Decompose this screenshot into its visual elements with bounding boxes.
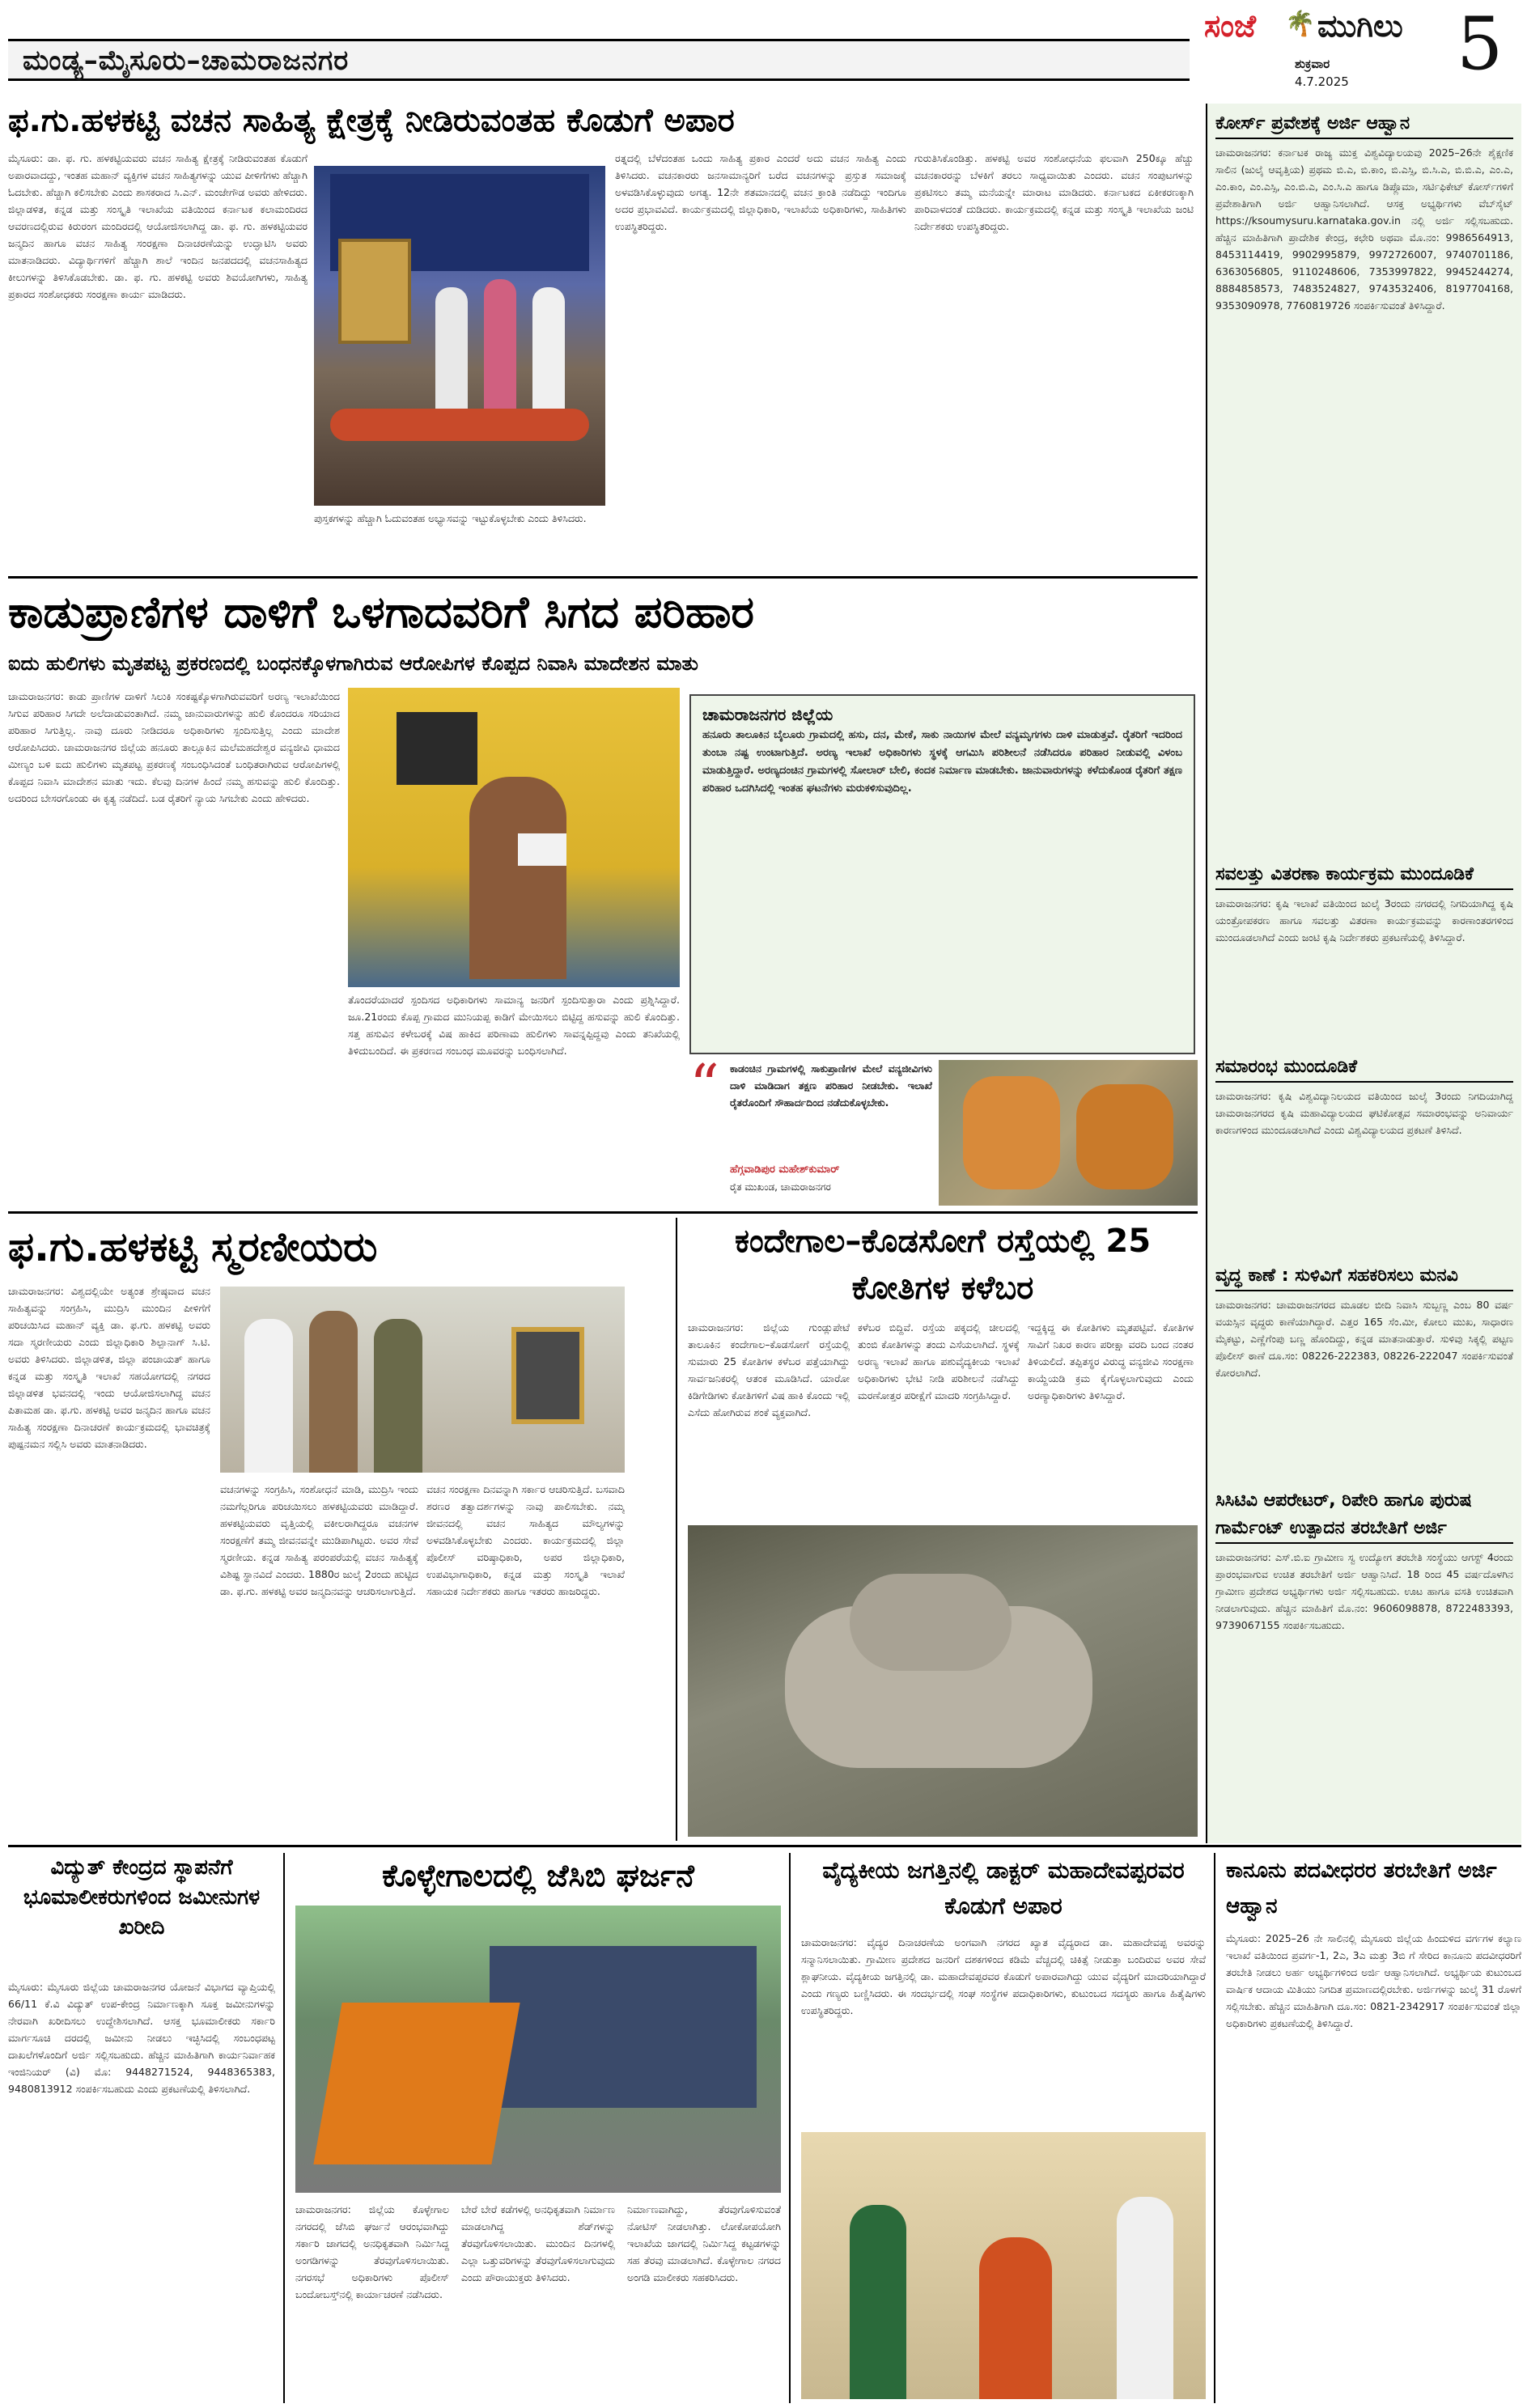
story6-col2: ಬೇರೆ ಬೇರೆ ಕಡೆಗಳಲ್ಲಿ ಅನಧಿಕೃತವಾಗಿ ನಿರ್ಮಾಣ ಮಾಡಲಾಗಿದ್ದ ಶೆಡ್‌ಗಳನ್ನು ತೆರವುಗೊಳಿಸಲಾಯಿತು. ಮುಂದಿನ ದಿನಗಳಲ್ಲಿ ಎಲ್ಲಾ ಒತ್ತುವರಿಗಳನ್ನು ತೆರವುಗೊಳಿಸಲಾಗುವುದು ಎಂದು ಪೌರಾಯುಕ್ತರು ತಿಳಿಸಿದರು. xyxy=(461,2203,615,2283)
vertical-rule xyxy=(676,1218,677,1841)
story4-photo xyxy=(688,1525,1198,1837)
story2-quote-role: ರೈತ ಮುಖಂಡ, ಚಾಮರಾಜನಗರ xyxy=(730,1181,831,1193)
section-banner xyxy=(8,39,1190,81)
jcb-arm xyxy=(313,2003,520,2164)
injured-man-figure xyxy=(469,777,566,979)
story1-photo xyxy=(314,166,605,506)
sidebar-heading-1: ಕೋರ್ಸ್ ಪ್ರವೇಶಕ್ಕೆ ಅರ್ಜಿ ಆಹ್ವಾನ xyxy=(1215,110,1513,139)
issue-date: 4.7.2025 xyxy=(1295,74,1349,89)
monkey-carcass xyxy=(850,1574,1012,1671)
flower-garland xyxy=(330,409,589,441)
portrait-frame xyxy=(511,1327,584,1424)
logo-right-text: ಮುಗಿಲು xyxy=(1317,8,1403,44)
story2-col2: ತೊಂದರೆಯಾದರೆ ಸ್ಪಂದಿಸದ ಅಧಿಕಾರಿಗಳು ಸಾಮಾನ್ಯ ಜನರಿಗೆ ಸ್ಪಂದಿಸುತ್ತಾರಾ ಎಂದು ಪ್ರಶ್ನಿಸಿದ್ದಾರೆ. ಜೂ.21ರಂದು ಕೊಪ್ಪ ಗ್ರಾಮದ ಮುನಿಯಪ್ಪ ಕಾಡಿಗೆ ಮೇಯಿಸಲು ಬಿಟ್ಟಿದ್ದ ಹಸುವನ್ನು ಹುಲಿ ಕೊಂದಿತ್ತು. ಸತ್ತ ಹಸುವಿನ ಕಳೇಬರಕ್ಕೆ ವಿಷ ಹಾಕಿದ ಪರಿಣಾಮ ಹುಲಿಗಳು ಸಾವನ್ನಪ್ಪಿದ್ದವು ಎಂದು ತನಿಖೆಯಲ್ಲಿ ತಿಳಿದುಬಂದಿದೆ. ಈ ಪ್ರಕರಣದ ಸಂಬಂಧ ಮೂವರನ್ನು ಬಂಧಿಸಲಾಗಿದೆ. xyxy=(348,994,680,1057)
story3-col3: ವಚನ ಸಂರಕ್ಷಣಾ ದಿನವನ್ನಾಗಿ ಸರ್ಕಾರ ಆಚರಿಸುತ್ತಿದೆ. ಬಸವಾದಿ ಶರಣರ ತತ್ವಾದರ್ಶಗಳನ್ನು ನಾವು ಪಾಲಿಸಬೇಕು. ನಮ್ಮ ಜೀವನದಲ್ಲಿ ವಚನ ಸಾಹಿತ್ಯದ ಮೌಲ್ಯಗಳನ್ನು ಅಳವಡಿಸಿಕೊಳ್ಳಬೇಕು ಎಂದರು. ಕಾರ್ಯಕ್ರಮದಲ್ಲಿ ಜಿಲ್ಲಾ ಪೊಲೀಸ್ ವರಿಷ್ಠಾಧಿಕಾರಿ, ಅಪರ ಜಿಲ್ಲಾಧಿಕಾರಿ, ಉಪವಿಭಾಗಾಧಿಕಾರಿ, ಕನ್ನಡ ಮತ್ತು ಸಂಸ್ಕೃತಿ ಇಲಾಖೆ ಸಹಾಯಕ ನಿರ್ದೇಶಕರು ಹಾಗೂ ಇತರರು ಹಾಜರಿದ್ದರು. xyxy=(426,1483,625,1597)
masthead xyxy=(0,0,1527,101)
page-number: 5 xyxy=(1457,2,1504,87)
story6-col3: ನಿರ್ಮಾಣವಾಗಿದ್ದು, ತೆರವುಗೊಳಿಸುವಂತೆ ನೋಟಿಸ್ ನೀಡಲಾಗಿತ್ತು. ಲೋಕೋಪಯೋಗಿ ಇಲಾಖೆಯ ಜಾಗದಲ್ಲಿ ನಿರ್ಮಿಸಿದ್ದ ಕಟ್ಟಡಗಳನ್ನು ಸಹ ತೆರವು ಮಾಡಲಾಗಿದೆ. ಕೊಳ್ಳೇಗಾಲ ನಗರದ ಅಂಗಡಿ ಮಾಲೀಕರು ಸಹಕರಿಸಿದರು. xyxy=(627,2203,781,2283)
sidebar-heading-5: ಸಿಸಿಟಿವಿ ಆಪರೇಟರ್, ರಿಪೇರಿ ಹಾಗೂ ಪುರುಷ ಗಾರ್ಮೆಂಟ್ ಉತ್ಪಾದನ ತರಬೇತಿಗೆ ಅರ್ಜಿ xyxy=(1215,1487,1513,1544)
story6-photo xyxy=(295,1906,781,2193)
story4-headline: ಕಂದೇಗಾಲ–ಕೊಡಸೋಗೆ ರಸ್ತೆಯಲ್ಲಿ 25 ಕೋತಿಗಳ ಕಳೆಬರ xyxy=(734,1223,1152,1307)
story2-box-text: ಹನೂರು ತಾಲೂಕಿನ ಬೈಲೂರು ಗ್ರಾಮದಲ್ಲಿ ಹಸು, ದನ, ಮೇಕೆ, ಸಾಕು ನಾಯಿಗಳ ಮೇಲೆ ವನ್ಯಮೃಗಗಳು ದಾಳಿ ಮಾಡುತ್ತವೆ. ರೈತರಿಗೆ ಇದರಿಂದ ತುಂಬಾ ನಷ್ಟ ಉಂಟಾಗುತ್ತಿದೆ. ಅರಣ್ಯ ಇಲಾಖೆ ಅಧಿಕಾರಿಗಳು ಸ್ಥಳಕ್ಕೆ ಆಗಮಿಸಿ ಪರಿಶೀಲನೆ ನಡೆಸಿದರೂ ಪರಿಹಾರ ನೀಡುವಲ್ಲಿ ವಿಳಂಬ ಮಾಡುತ್ತಿದ್ದಾರೆ. ಅರಣ್ಯದಂಚಿನ ಗ್ರಾಮಗಳಲ್ಲಿ ಸೋಲಾರ್ ಬೇಲಿ, ಕಂದಕ ನಿರ್ಮಾಣ ಮಾಡಬೇಕು. ಜಾನುವಾರುಗಳನ್ನು ಕಳೆದುಕೊಂಡ ರೈತರಿಗೆ ತಕ್ಷಣ ಪರಿಹಾರ ಒದಗಿಸಿದಲ್ಲಿ ಇಂತಹ ಘಟನೆಗಳು ಮರುಕಳಿಸುವುದಿಲ್ಲ. xyxy=(702,729,1182,795)
palm-tree-icon: 🌴 xyxy=(1285,10,1316,38)
divider xyxy=(8,1845,1521,1847)
sidebar-text-5: ಚಾಮರಾಜನಗರ: ಎಸ್.ಬಿ.ಐ ಗ್ರಾಮೀಣ ಸ್ವ ಉದ್ಯೋಗ ತರಬೇತಿ ಸಂಸ್ಥೆಯು ಆಗಸ್ಟ್ 4ರಂದು ಪ್ರಾರಂಭವಾಗುವ ಉಚಿತ ತರಬೇತಿಗೆ ಅರ್ಜಿ ಆಹ್ವಾನಿಸಿದೆ. 18 ರಿಂದ 45 ವರ್ಷದೊಳಗಿನ ಗ್ರಾಮೀಣ ಪ್ರದೇಶದ ಅಭ್ಯರ್ಥಿಗಳು ಅರ್ಜಿ ಸಲ್ಲಿಸಬಹುದು. ಊಟ ಹಾಗೂ ವಸತಿ ಉಚಿತವಾಗಿ ನೀಡಲಾಗುವುದು. ಹೆಚ್ಚಿನ ಮಾಹಿತಿಗೆ ಮೊ.ನಂ: 9606098878, 8722483393, 9739067155 ಸಂಪರ್ಕಿಸಬಹುದು. xyxy=(1215,1551,1513,1631)
vertical-rule xyxy=(789,1853,791,2403)
guest-figure xyxy=(1117,2197,1173,2399)
story2-headline: ಕಾಡುಪ್ರಾಣಿಗಳ ದಾಳಿಗೆ ಒಳಗಾದವರಿಗೆ ಸಿಗದ ಪರಿಹಾರ xyxy=(8,587,754,638)
sidebar-text-2: ಚಾಮರಾಜನಗರ: ಕೃಷಿ ಇಲಾಖೆ ವತಿಯಿಂದ ಜುಲೈ 3ರಂದು ನಗರದಲ್ಲಿ ನಿಗದಿಯಾಗಿದ್ದ ಕೃಷಿ ಯಂತ್ರೋಪಕರಣ ಹಾಗೂ ಸವಲತ್ತು ವಿತರಣಾ ಕಾರ್ಯಕ್ರಮವನ್ನು ಕಾರಣಾಂತರಗಳಿಂದ ಮುಂದೂಡಲಾಗಿದೆ ಎಂದು ಜಂಟಿ ಕೃಷಿ ನಿರ್ದೇಶಕರು ಪ್ರಕಟಣೆಯಲ್ಲಿ ತಿಳಿಸಿದ್ದಾರೆ. xyxy=(1215,897,1513,943)
story7-photo xyxy=(801,2132,1206,2399)
story1-col3: ರತ್ನದಲ್ಲಿ ಬೆಳೆದಂತಹ ಒಂದು ಸಾಹಿತ್ಯ ಪ್ರಕಾರ ಎಂದರೆ ಅದು ವಚನ ಸಾಹಿತ್ಯ ಎಂದು ತಿಳಿಸಿದರು. ವಚನಕಾರರು ಜನಸಾಮಾನ್ಯರಿಗೆ ಬರೆದ ವಚನಗಳನ್ನು ಪ್ರಸ್ತುತ ಸಮಾಜಕ್ಕೆ ಅಳವಡಿಸಿಕೊಳ್ಳುವುದು ಅಗತ್ಯ. 12ನೇ ಶತಮಾನದಲ್ಲಿ ವಚನ ಕ್ರಾಂತಿ ನಡೆದಿದ್ದು ಇಂದಿಗೂ ಅದರ ಪ್ರಭಾವವಿದೆ. ಕಾರ್ಯಕ್ರಮದಲ್ಲಿ ಜಿಲ್ಲಾಧಿಕಾರಿ, ಇಲಾಖೆಯ ಅಧಿಕಾರಿಗಳು, ಸಾಹಿತಿಗಳು ಉಪಸ್ಥಿತರಿದ್ದರು. xyxy=(615,152,906,232)
story2-quote-text: ಕಾಡಂಚಿನ ಗ್ರಾಮಗಳಲ್ಲಿ ಸಾಕುಪ್ರಾಣಿಗಳ ಮೇಲೆ ವನ್ಯಜೀವಿಗಳು ದಾಳಿ ಮಾಡಿದಾಗ ತಕ್ಷಣ ಪರಿಹಾರ ನೀಡಬೇಕು. ಇಲಾಖೆ ರೈತರೊಂದಿಗೆ ಸೌಹಾರ್ದದಿಂದ ನಡೆದುಕೊಳ್ಳಬೇಕು. xyxy=(730,1062,932,1109)
story2-tiger-photo xyxy=(939,1060,1198,1206)
officer-figure xyxy=(309,1311,358,1473)
officer-figure xyxy=(374,1319,422,1473)
story1-col4: ಗುರುತಿಸಿಕೊಂಡಿತ್ತು. ಹಳಕಟ್ಟಿ ಅವರ ಸಂಶೋಧನೆಯ ಫಲವಾಗಿ 250ಕ್ಕೂ ಹೆಚ್ಚು ವಚನಕಾರರನ್ನು ಬೆಳಕಿಗೆ ತರಲು ಸಾಧ್ಯವಾಯಿತು ಎಂದರು. ವಚನ ಸಂಪುಟಗಳನ್ನು ಪ್ರಕಟಿಸಲು ತಮ್ಮ ಮನೆಯನ್ನೇ ಮಾರಾಟ ಮಾಡಿದರು. ಕರ್ನಾಟಕದ ಏಕೀಕರಣಕ್ಕಾಗಿ ಪಾರಿವಾಳದಂತೆ ದುಡಿದರು. ಕಾರ್ಯಕ್ರಮದಲ್ಲಿ ಕನ್ನಡ ಮತ್ತು ಸಂಸ್ಕೃತಿ ಇಲಾಖೆಯ ಜಂಟಿ ನಿರ್ದೇಶಕರು ಉಪಸ್ಥಿತರಿದ್ದರು. xyxy=(914,152,1194,232)
story2-quote xyxy=(689,1052,932,1206)
story2-subhead: ಐದು ಹುಲಿಗಳು ಮೃತಪಟ್ಟ ಪ್ರಕರಣದಲ್ಲಿ ಬಂಧನಕ್ಕೊಳಗಾಗಿರುವ ಆರೋಪಿಗಳ ಕೊಪ್ಪದ ನಿವಾಸಿ ಮಾದೇಶನ ಮಾತು xyxy=(8,652,698,675)
story4-col1: ಚಾಮರಾಜನಗರ: ಜಿಲ್ಲೆಯ ಗುಂಡ್ಲುಪೇಟೆ ತಾಲೂಕಿನ ಕಂದೇಗಾಲ–ಕೊಡಸೋಗೆ ರಸ್ತೆಯಲ್ಲಿ ಸುಮಾರು 25 ಕೋತಿಗಳ ಕಳೆಬರ ಪತ್ತೆಯಾಗಿದ್ದು ಸಾರ್ವಜನಿಕರಲ್ಲಿ ಆತಂಕ ಮೂಡಿಸಿದೆ. ಯಾರೋ ಕಿಡಿಗೇಡಿಗಳು ಕೋತಿಗಳಿಗೆ ವಿಷ ಹಾಕಿ ಕೊಂದು ಇಲ್ಲಿ ಎಸೆದು ಹೋಗಿರುವ ಶಂಕೆ ವ್ಯಕ್ತವಾಗಿದೆ. xyxy=(688,1321,850,1418)
honoree-figure xyxy=(979,2237,1052,2399)
sidebar xyxy=(1206,104,1521,1843)
shop-shed xyxy=(490,1946,757,2108)
story6-col1: ಚಾಮರಾಜನಗರ: ಜಿಲ್ಲೆಯ ಕೊಳ್ಳೇಗಾಲ ನಗರದಲ್ಲಿ ಜೆಸಿಬಿ ಘರ್ಜನೆ ಆರಂಭವಾಗಿದ್ದು ಸರ್ಕಾರಿ ಜಾಗದಲ್ಲಿ ಅನಧಿಕೃತವಾಗಿ ನಿರ್ಮಿಸಿದ್ದ ಅಂಗಡಿಗಳನ್ನು ತೆರವುಗೊಳಿಸಲಾಯಿತು. ನಗರಸಭೆ ಅಧಿಕಾರಿಗಳು ಪೊಲೀಸ್ ಬಂದೋಬಸ್ತ್‌ನಲ್ಲಿ ಕಾರ್ಯಾಚರಣೆ ನಡೆಸಿದರು. xyxy=(295,2203,449,2300)
quote-mark-icon: “ xyxy=(689,1052,719,1120)
divider xyxy=(8,576,1198,579)
logo-left-text: ಸಂಜೆ xyxy=(1204,8,1257,44)
sidebar-text-1: ಚಾಮರಾಜನಗರ: ಕರ್ನಾಟಕ ರಾಜ್ಯ ಮುಕ್ತ ವಿಶ್ವವಿದ್ಯಾಲಯವು 2025–26ನೇ ಶೈಕ್ಷಣಿಕ ಸಾಲಿನ (ಜುಲೈ ಆವೃತ್ತಿಯ) ಪ್ರಥಮ ಬಿ.ಎ, ಬಿ.ಕಾಂ, ಬಿ.ಎಸ್ಸಿ, ಬಿ.ಸಿ.ಎ, ಬಿ.ಬಿ.ಎ, ಎಂ.ಎ, ಎಂ.ಕಾಂ, ಎಂ.ಎಸ್ಸಿ, ಎಂ.ಬಿ.ಎ, ಎಂ.ಸಿ.ಎ ಹಾಗೂ ಡಿಪ್ಲೊಮಾ, ಸರ್ಟಿಫಿಕೇಟ್ ಕೋರ್ಸ್‌ಗಳಿಗೆ ಪ್ರವೇಶಾತಿಗಾಗಿ ಅರ್ಜಿ ಆಹ್ವಾನಿಸಲಾಗಿದೆ. ಆಸಕ್ತ ಅಭ್ಯರ್ಥಿಗಳು ವೆಬ್‌ಸೈಟ್ https://ksoumysuru.karnataka.gov.in ನಲ್ಲಿ ಅರ್ಜಿ ಸಲ್ಲಿಸಬಹುದು. ಹೆಚ್ಚಿನ ಮಾಹಿತಿಗಾಗಿ ಪ್ರಾದೇಶಿಕ ಕೇಂದ್ರ, ಕಛೇರಿ ಅಥವಾ ಮೊ.ನಂ: 9986564913, 8453114419, 9902995879, 9972726007, 9740701186, 6363056805, 9110248606, 7353997822, 9945244274, 8884858573, 7483524827, 9743532406, 8197704168, 9353090978, 7760819726 ಸಂಪರ್ಕಿಸುವಂತೆ ತಿಳಿಸಿದ್ದಾರೆ. xyxy=(1215,146,1513,312)
logo xyxy=(1204,8,1447,57)
sidebar-heading-4: ವೃದ್ಧ ಕಾಣೆ : ಸುಳಿವಿಗೆ ಸಹಕರಿಸಲು ಮನವಿ xyxy=(1215,1262,1513,1291)
sidebar-heading-3: ಸಮಾರಂಭ ಮುಂದೂಡಿಕೆ xyxy=(1215,1054,1513,1083)
story2-quote-author: ಹೆಗ್ಗವಾಡಿಪುರ ಮಹೇಶ್‌ಕುಮಾರ್ xyxy=(730,1164,840,1176)
story2-box-heading: ಚಾಮರಾಜನಗರ ಜಿಲ್ಲೆಯ xyxy=(702,705,833,724)
sidebar-text-3: ಚಾಮರಾಜನಗರ: ಕೃಷಿ ವಿಶ್ವವಿದ್ಯಾನಿಲಯದ ವತಿಯಿಂದ ಜುಲೈ 3ರಂದು ನಿಗದಿಯಾಗಿದ್ದ ಚಾಮರಾಜನಗರದ ಕೃಷಿ ಮಹಾವಿದ್ಯಾಲಯದ ಘಟಿಕೋತ್ಸವ ಸಮಾರಂಭವನ್ನು ಅನಿವಾರ್ಯ ಕಾರಣಗಳಿಂದ ಮುಂದೂಡಲಾಗಿದೆ ಎಂದು ವಿಶ್ವವಿದ್ಯಾಲಯದ ಪ್ರಕಟಣೆ ತಿಳಿಸಿದೆ. xyxy=(1215,1090,1513,1136)
officer-figure xyxy=(244,1319,293,1473)
issue-day: ಶುಕ್ರವಾರ xyxy=(1295,57,1330,71)
sidebar-text-4: ಚಾಮರಾಜನಗರ: ಚಾಮರಾಜನಗರದ ಮೂಡಲ ಬೀದಿ ನಿವಾಸಿ ಸುಬ್ಬಣ್ಣ ಎಂಬ 80 ವರ್ಷ ವಯಸ್ಸಿನ ವೃದ್ಧರು ಕಾಣೆಯಾಗಿದ್ದಾರೆ. ಎತ್ತರ 165 ಸೆಂ.ಮೀ, ಕೋಲು ಮುಖ, ಸಾಧಾರಣ ಮೈಕಟ್ಟು, ಎಣ್ಣೆಗೆಂಪು ಬಣ್ಣ ಹೊಂದಿದ್ದು, ಕನ್ನಡ ಮಾತನಾಡುತ್ತಾರೆ. ಸುಳಿವು ಸಿಕ್ಕಲ್ಲಿ ಪಟ್ಟಣ ಪೊಲೀಸ್ ಠಾಣೆ ದೂ.ಸಂ: 08226-222383, 08226-222047 ಸಂಪರ್ಕಿಸುವಂತೆ ಕೋರಲಾಗಿದೆ. xyxy=(1215,1299,1513,1379)
story3-headline: ಫ.ಗು.ಹಳಕಟ್ಟಿ ಸ್ಮರಣೀಯರು xyxy=(8,1223,378,1270)
story3-col2: ವಚನಗಳನ್ನು ಸಂಗ್ರಹಿಸಿ, ಸಂಶೋಧನೆ ಮಾಡಿ, ಮುದ್ರಿಸಿ ಇಂದು ನಮಗೆಲ್ಲರಿಗೂ ಪರಿಚಯಿಸಲು ಹಳಕಟ್ಟಿಯವರು ಮಾಡಿದ್ದಾರೆ. ಹಳಕಟ್ಟಿಯವರು ವೃತ್ತಿಯಲ್ಲಿ ವಕೀಲರಾಗಿದ್ದರೂ ವಚನಗಳ ಸಂರಕ್ಷಣೆಗೆ ತಮ್ಮ ಜೀವನವನ್ನೇ ಮುಡಿಪಾಗಿಟ್ಟರು. ಅವರ ಸೇವೆ ಸ್ಮರಣೀಯ. ಕನ್ನಡ ಸಾಹಿತ್ಯ ಪರಂಪರೆಯಲ್ಲಿ ವಚನ ಸಾಹಿತ್ಯಕ್ಕೆ ವಿಶಿಷ್ಟ ಸ್ಥಾನವಿದೆ ಎಂದರು. 1880ರ ಜುಲೈ 2ರಂದು ಹುಟ್ಟಿದ ಡಾ. ಫ.ಗು. ಹಳಕಟ್ಟಿ ಅವರ ಜನ್ಮದಿನವನ್ನು ಆಚರಿಸಲಾಗುತ್ತಿದೆ. xyxy=(220,1483,418,1597)
story4-col2: ಕಳೆಬರ ಬಿದ್ದಿವೆ. ರಸ್ತೆಯ ಪಕ್ಕದಲ್ಲಿ ಚೀಲದಲ್ಲಿ ತುಂಬಿ ಕೋತಿಗಳನ್ನು ತಂದು ಎಸೆಯಲಾಗಿದೆ. ಸ್ಥಳಕ್ಕೆ ಅರಣ್ಯ ಇಲಾಖೆ ಹಾಗೂ ಪಶುವೈದ್ಯಕೀಯ ಇಲಾಖೆ ಅಧಿಕಾರಿಗಳು ಭೇಟಿ ನೀಡಿ ಪರಿಶೀಲನೆ ನಡೆಸಿದ್ದು ಮರಣೋತ್ತರ ಪರೀಕ್ಷೆಗೆ ಮಾದರಿ ಸಂಗ್ರಹಿಸಿದ್ದಾರೆ. xyxy=(858,1321,1020,1401)
story1-headline: ಫ.ಗು.ಹಳಕಟ್ಟಿ ವಚನ ಸಾಹಿತ್ಯ ಕ್ಷೇತ್ರಕ್ಕೆ ನೀಡಿರುವಂತಹ ಕೊಡುಗೆ ಅಪಾರ xyxy=(8,102,735,139)
story2-info-box xyxy=(689,694,1195,1054)
story2-col1: ಚಾಮರಾಜನಗರ: ಕಾಡು ಪ್ರಾಣಿಗಳ ದಾಳಿಗೆ ಸಿಲುಕಿ ಸಂಕಷ್ಟಕ್ಕೊಳಗಾಗಿರುವವರಿಗೆ ಅರಣ್ಯ ಇಲಾಖೆಯಿಂದ ಸಿಗುವ ಪರಿಹಾರ ಸಿಗದೇ ಅಲೆದಾಡುವಂತಾಗಿದೆ. ನಮ್ಮ ಜಾನುವಾರುಗಳನ್ನು ಹುಲಿ ಕೊಂದರೂ ಸರಿಯಾದ ಪರಿಹಾರ ಸಿಗುತ್ತಿಲ್ಲ. ನಾವು ದೂರು ನೀಡಿದರೂ ಅಧಿಕಾರಿಗಳು ಸ್ಪಂದಿಸುತ್ತಿಲ್ಲ ಎಂದು ಮಾದೇಶ ಆರೋಪಿಸಿದರು. ಚಾಮರಾಜನಗರ ಜಿಲ್ಲೆಯ ಹನೂರು ತಾಲ್ಲೂಕಿನ ಮಲೆಮಹದೇಶ್ವರ ವನ್ಯಜೀವಿ ಧಾಮದ ಮೀಣ್ಯಂ ಬಳಿ ಐದು ಹುಲಿಗಳು ಮೃತಪಟ್ಟ ಪ್ರಕರಣಕ್ಕೆ ಸಂಬಂಧಿಸಿದಂತೆ ಬಂಧಿತರಾಗಿರುವ ಆರೋಪಿಗಳಲ್ಲಿ ಕೊಪ್ಪದ ನಿವಾಸಿ ಮಾದೇಶನ ಮಾತು ಇದು. ಕೆಲವು ದಿನಗಳ ಹಿಂದೆ ನಮ್ಮ ಹಸುವನ್ನು ಹುಲಿ ಕೊಂದಿತ್ತು. ಅದರಿಂದ ಬೇಸರಗೊಂಡು ಈ ಕೃತ್ಯ ನಡೆದಿದೆ. ಬಡ ರೈತರಿಗೆ ನ್ಯಾಯ ಸಿಗಬೇಕು ಎಂದು ಹೇಳಿದರು. xyxy=(8,690,340,804)
vertical-rule xyxy=(283,1853,285,2403)
story1-col1: ಮೈಸೂರು: ಡಾ. ಫ. ಗು. ಹಳಕಟ್ಟಿಯವರು ವಚನ ಸಾಹಿತ್ಯ ಕ್ಷೇತ್ರಕ್ಕೆ ನೀಡಿರುವಂತಹ ಕೊಡುಗೆ ಅಪಾರವಾದದ್ದು, ಇಂತಹ ಮಹಾನ್ ವ್ಯಕ್ತಿಗಳ ವಚನ ಸಾಹಿತ್ಯಗಳನ್ನು ಯುವ ಪೀಳಿಗೆಗಳು ಹೆಚ್ಚಾಗಿ ಓದಬೇಕು. ಹೆಚ್ಚಾಗಿ ಕಲಿಸಬೇಕು ಎಂದು ಶಾಸಕರಾದ ಸಿ.ಎನ್. ಮಂಜೇಗೌಡ ಅವರು ಹೇಳಿದರು. ಜಿಲ್ಲಾಡಳಿತ, ಕನ್ನಡ ಮತ್ತು ಸಂಸ್ಕೃತಿ ಇಲಾಖೆಯ ವತಿಯಿಂದ ಕರ್ನಾಟಕ ಕಲಾಮಂದಿರದ ಆವರಣದಲ್ಲಿರುವ ಕಿರುರಂಗ ಮಂದಿರದಲ್ಲಿ ಆಯೋಜಿಸಲಾಗಿದ್ದ ಡಾ. ಫ. ಗು. ಹಳಕಟ್ಟಿಯವರ ಜನ್ಮದಿನ ಹಾಗೂ ವಚನ ಸಾಹಿತ್ಯ ಸಂರಕ್ಷಣಾ ದಿನಾಚರಣೆಯನ್ನು ಉದ್ಘಾಟಿಸಿ ಅವರು ಮಾತನಾಡಿದರು. ವಿದ್ಯಾರ್ಥಿಗಳಿಗೆ ಹೆಚ್ಚಾಗಿ ಶಾಲೆ ಇಂದಿನ ಜನಪದದಲ್ಲಿ ವಚನಸಾಹಿತ್ಯದ ಕೀಲುಗಳನ್ನು ತಿಳಿಸಿಕೊಡಬೇಕು. ಡಾ. ಫ. ಗು. ಹಳಕಟ್ಟಿ ಅವರು ಶಿವಯೋಗಿಗಳು, ಸಾಹಿತ್ಯ ಪ್ರಕಾರದ ಸಂಶೋಧಕರು ಸಂರಕ್ಷಣಾ ಕಾರ್ಯ ಮಾಡಿದರು. xyxy=(8,152,308,300)
story1-photo-caption: ಪುಸ್ತಕಗಳನ್ನು ಹೆಚ್ಚಾಗಿ ಓದುವಂತಹ ಅಭ್ಯಾಸವನ್ನು ಇಟ್ಟುಕೊಳ್ಳಬೇಕು ಎಂದು ತಿಳಿಸಿದರು. xyxy=(314,512,587,524)
story4-col3: ಇದ್ದಕ್ಕಿದ್ದ ಈ ಕೋತಿಗಳು ಮೃತಪಟ್ಟಿವೆ. ಕೋತಿಗಳ ಸಾವಿಗೆ ನಿಖರ ಕಾರಣ ಪರೀಕ್ಷಾ ವರದಿ ಬಂದ ನಂತರ ತಿಳಿಯಲಿದೆ. ತಪ್ಪಿತಸ್ಥರ ವಿರುದ್ಧ ವನ್ಯಜೀವಿ ಸಂರಕ್ಷಣಾ ಕಾಯ್ದೆಯಡಿ ಕ್ರಮ ಕೈಗೊಳ್ಳಲಾಗುವುದು ಎಂದು ಅರಣ್ಯಾಧಿಕಾರಿಗಳು ತಿಳಿಸಿದ್ದಾರೆ. xyxy=(1028,1321,1194,1401)
tiger-carcass xyxy=(963,1076,1060,1189)
tiger-carcass xyxy=(1076,1084,1173,1189)
story3-col1: ಚಾಮರಾಜನಗರ: ವಿಶ್ವದಲ್ಲಿಯೇ ಅತ್ಯಂತ ಶ್ರೇಷ್ಠವಾದ ವಚನ ಸಾಹಿತ್ಯವನ್ನು ಸಂಗ್ರಹಿಸಿ, ಮುದ್ರಿಸಿ ಮುಂದಿನ ಪೀಳಿಗೆಗೆ ಪರಿಚಯಿಸಿದ ಮಹಾನ್ ವ್ಯಕ್ತಿ ಡಾ. ಫ.ಗು. ಹಳಕಟ್ಟಿ ಅವರು ಸದಾ ಸ್ಮರಣೀಯರು ಎಂದು ಜಿಲ್ಲಾಧಿಕಾರಿ ಶಿಲ್ಪಾನಾಗ್ ಸಿ.ಟಿ. ಅವರು ತಿಳಿಸಿದರು. ಜಿಲ್ಲಾಡಳಿತ, ಜಿಲ್ಲಾ ಪಂಚಾಯತ್ ಹಾಗೂ ಕನ್ನಡ ಮತ್ತು ಸಂಸ್ಕೃತಿ ಇಲಾಖೆ ಸಹಯೋಗದಲ್ಲಿ ನಗರದ ಜಿಲ್ಲಾಡಳಿತ ಭವನದಲ್ಲಿ ಇಂದು ಆಯೋಜಿಸಲಾಗಿದ್ದ ವಚನ ಪಿತಾಮಹ ಡಾ. ಫ.ಗು. ಹಳಕಟ್ಟಿ ಅವರ ಜನ್ಮದಿನ ಹಾಗೂ ವಚನ ಸಾಹಿತ್ಯ ಸಂರಕ್ಷಣಾ ದಿನಾಚರಣೆ ಕಾರ್ಯಕ್ರಮದಲ್ಲಿ ಭಾವಚಿತ್ರಕ್ಕೆ ಪುಷ್ಪನಮನ ಸಲ್ಲಿಸಿ ಅವರು ಮಾತನಾಡಿದರು. xyxy=(8,1285,210,1450)
story6-headline: ಕೊಳ್ಳೇಗಾಲದಲ್ಲಿ ಜೆಸಿಬಿ ಘರ್ಜನೆ xyxy=(382,1858,694,1893)
story8-text: ಮೈಸೂರು: 2025–26 ನೇ ಸಾಲಿನಲ್ಲಿ ಮೈಸೂರು ಜಿಲ್ಲೆಯ ಹಿಂದುಳಿದ ವರ್ಗಗಳ ಕಲ್ಯಾಣ ಇಲಾಖೆ ವತಿಯಿಂದ ಪ್ರವರ್ಗ-1, 2ಎ, 3ಎ ಮತ್ತು 3ಬಿ ಗೆ ಸೇರಿದ ಕಾನೂನು ಪದವೀಧರರಿಗೆ ತರಬೇತಿ ನೀಡಲು ಅರ್ಹ ಅಭ್ಯರ್ಥಿಗಳಿಂದ ಅರ್ಜಿ ಆಹ್ವಾನಿಸಲಾಗಿದೆ. ಅಭ್ಯರ್ಥಿಯ ಕುಟುಂಬದ ವಾರ್ಷಿಕ ಆದಾಯ ಮಿತಿಯು ನಿಗದಿತ ಪ್ರಮಾಣದಲ್ಲಿರಬೇಕು. ಅರ್ಜಿಗಳನ್ನು ಜುಲೈ 31 ರೊಳಗೆ ಸಲ್ಲಿಸಬೇಕು. ಹೆಚ್ಚಿನ ಮಾಹಿತಿಗಾಗಿ ದೂ.ಸಂ: 0821-2342917 ಸಂಪರ್ಕಿಸುವಂತೆ ಜಿಲ್ಲಾ ಅಧಿಕಾರಿಗಳು ಪ್ರಕಟಣೆಯಲ್ಲಿ ತಿಳಿಸಿದ್ದಾರೆ. xyxy=(1226,1932,1521,2029)
story5-headline: ವಿದ್ಯುತ್ ಕೇಂದ್ರದ ಸ್ಥಾಪನೆಗೆ ಭೂಮಾಲೀಕರುಗಳಿಂದ ಜಮೀನುಗಳ ಖರೀದಿ xyxy=(23,1855,261,1940)
story2-photo xyxy=(348,688,680,987)
vertical-rule xyxy=(1214,1853,1215,2403)
story7-headline: ವೈದ್ಯಕೀಯ ಜಗತ್ತಿನಲ್ಲಿ ಡಾಕ್ಟರ್ ಮಹಾದೇವಪ್ಪರವರ ಕೊಡುಗೆ ಅಪಾರ xyxy=(822,1857,1185,1919)
divider xyxy=(8,1211,1198,1214)
sidebar-heading-2: ಸವಲತ್ತು ವಿತರಣಾ ಕಾರ್ಯಕ್ರಮ ಮುಂದೂಡಿಕೆ xyxy=(1215,861,1513,890)
portrait-frame xyxy=(338,239,411,344)
bandage xyxy=(518,833,566,866)
story5-text: ಮೈಸೂರು: ಮೈಸೂರು ಜಿಲ್ಲೆಯ ಚಾಮರಾಜನಗರ ಯೋಜನೆ ವಿಭಾಗದ ವ್ಯಾಪ್ತಿಯಲ್ಲಿ 66/11 ಕೆ.ವಿ ವಿದ್ಯುತ್ ಉಪ-ಕೇಂದ್ರ ನಿರ್ಮಾಣಕ್ಕಾಗಿ ಸೂಕ್ತ ಜಮೀನುಗಳನ್ನು ನೇರವಾಗಿ ಖರೀದಿಸಲು ಉದ್ದೇಶಿಸಲಾಗಿದೆ. ಆಸಕ್ತ ಭೂಮಾಲೀಕರು ಸರ್ಕಾರಿ ಮಾರ್ಗಸೂಚಿ ದರದಲ್ಲಿ ಜಮೀನು ನೀಡಲು ಇಚ್ಛಿಸಿದಲ್ಲಿ ಸಂಬಂಧಪಟ್ಟ ದಾಖಲೆಗಳೊಂದಿಗೆ ಅರ್ಜಿ ಸಲ್ಲಿಸಬಹುದು. ಹೆಚ್ಚಿನ ಮಾಹಿತಿಗಾಗಿ ಕಾರ್ಯನಿರ್ವಾಹಕ ಇಂಜಿನಿಯರ್ (ವಿ) ಮೊ: 9448271524, 9448365383, 9480813912 ಸಂಪರ್ಕಿಸಬಹುದು ಎಂದು ಪ್ರಕಟಣೆಯಲ್ಲಿ ತಿಳಿಸಲಾಗಿದೆ. xyxy=(8,1981,275,2095)
section-label: ಮಂಡ್ಯ–ಮೈಸೂರು–ಚಾಮರಾಜನಗರ xyxy=(23,45,350,77)
story3-photo xyxy=(220,1287,625,1473)
window-grille xyxy=(397,712,477,785)
story7-text: ಚಾಮರಾಜನಗರ: ವೈದ್ಯರ ದಿನಾಚರಣೆಯ ಅಂಗವಾಗಿ ನಗರದ ಖ್ಯಾತ ವೈದ್ಯರಾದ ಡಾ. ಮಹಾದೇವಪ್ಪ ಅವರನ್ನು ಸನ್ಮಾನಿಸಲಾಯಿತು. ಗ್ರಾಮೀಣ ಪ್ರದೇಶದ ಜನರಿಗೆ ದಶಕಗಳಿಂದ ಕಡಿಮೆ ವೆಚ್ಚದಲ್ಲಿ ಚಿಕಿತ್ಸೆ ನೀಡುತ್ತಾ ಬಂದಿರುವ ಅವರ ಸೇವೆ ಶ್ಲಾಘನೀಯ. ವೈದ್ಯಕೀಯ ಜಗತ್ತಿನಲ್ಲಿ ಡಾ. ಮಹಾದೇವಪ್ಪರವರ ಕೊಡುಗೆ ಅಪಾರವಾಗಿದ್ದು ಯುವ ವೈದ್ಯರಿಗೆ ಮಾದರಿಯಾಗಿದ್ದಾರೆ ಎಂದು ಗಣ್ಯರು ಬಣ್ಣಿಸಿದರು. ಈ ಸಂದರ್ಭದಲ್ಲಿ ಸಂಘ ಸಂಸ್ಥೆಗಳ ಪದಾಧಿಕಾರಿಗಳು, ಕುಟುಂಬದ ಸದಸ್ಯರು ಹಾಗೂ ಹಿತೈಷಿಗಳು ಉಪಸ್ಥಿತರಿದ್ದರು. xyxy=(801,1936,1206,2016)
story8-headline: ಕಾನೂನು ಪದವೀಧರರ ತರಬೇತಿಗೆ ಅರ್ಜಿ ಆಹ್ವಾನ xyxy=(1226,1859,1497,1918)
guest-figure xyxy=(850,2205,906,2399)
